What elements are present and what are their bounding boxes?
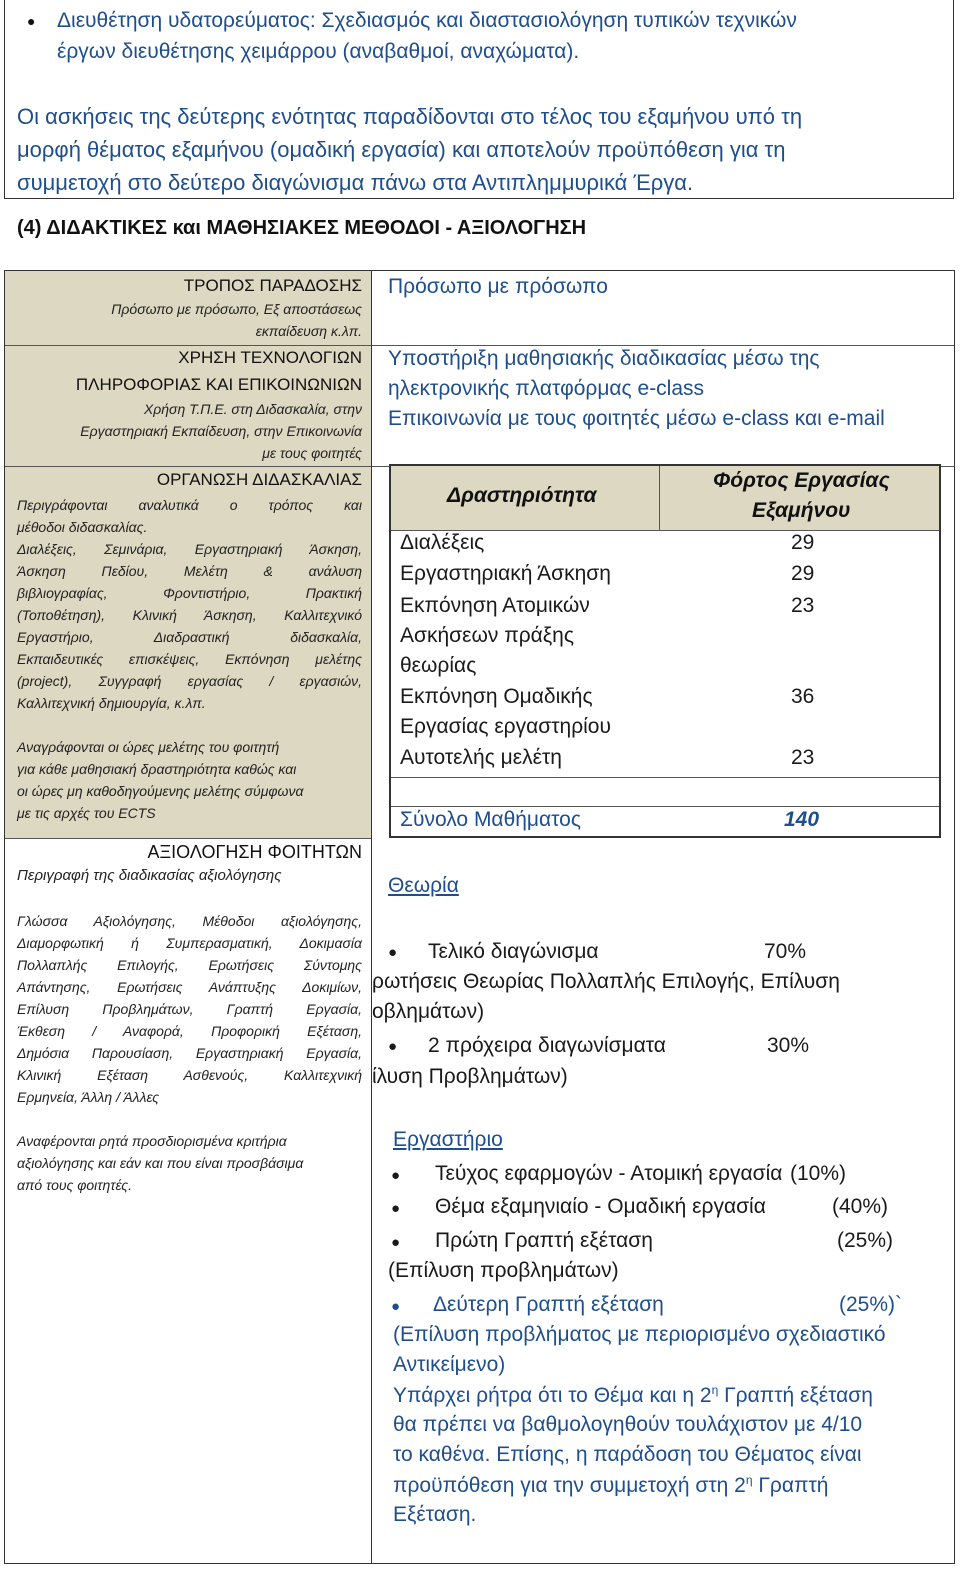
lab-item-label: Τεύχος εφαρμογών - Ατομική εργασία — [435, 1162, 783, 1185]
workload-row-activity: Εκπόνηση Ομαδικής — [400, 685, 593, 708]
clause-line3: το καθένα. Επίσης, η παράδοση του Θέματος είναι — [393, 1443, 862, 1466]
workload-col-load-line2: Εξαμήνου — [752, 499, 851, 522]
hint-line: Εργαστήριο, Διαδραστική διδασκαλία, — [17, 629, 362, 645]
bullet-icon: ● — [391, 1200, 401, 1217]
workload-row-load: 23 — [791, 594, 815, 617]
hint-line: Γλώσσα Αξιολόγησης, Μέθοδοι αξιολόγησης, — [17, 913, 362, 929]
lab-item-label: Πρώτη Γραπτή εξέταση — [435, 1229, 653, 1252]
lab-item-pct: (10%) — [790, 1162, 847, 1185]
hint-line: βιβλιογραφίας, Φροντιστήριο, Πρακτική — [17, 585, 362, 601]
bullet-icon: ● — [388, 944, 398, 961]
second-exam-detail-line2: Αντικείμενο) — [393, 1353, 506, 1376]
hint-line: Αναγράφονται οι ώρες μελέτης του φοιτητή — [17, 739, 280, 755]
hint-line: μέθοδοι διδασκαλίας. — [17, 519, 148, 535]
row-divider — [5, 345, 371, 346]
workload-row-activity: Ασκήσεων πράξης — [400, 624, 574, 647]
lab-item-label: Θέμα εξαμηνιαίο - Ομαδική εργασία — [435, 1195, 766, 1218]
final-exam-pct: 70% — [764, 940, 807, 963]
row-divider — [5, 466, 371, 467]
hint-line: (Τοποθέτηση), Κλινική Άσκηση, Καλλιτεχνικό — [17, 607, 362, 623]
assessment-heading: ΑΞΙΟΛΟΓΗΣΗ ΦΟΙΤΗΤΩΝ — [147, 842, 362, 862]
bullet-icon: ● — [391, 1167, 401, 1184]
drafts-pct: 30% — [767, 1034, 810, 1057]
hint-line: Άσκηση Πεδίου, Μελέτη & ανάλυση — [17, 563, 362, 579]
hint-line: Έκθεση / Αναφορά, Προφορική Εξέταση, — [17, 1023, 362, 1039]
row-divider — [391, 806, 939, 807]
hint-line: (project), Συγγραφή εργασίας / εργασιών, — [17, 673, 362, 689]
hint-line: Αναφέρονται ρητά προσδιορισμένα κριτήρια — [17, 1133, 287, 1149]
col-divider — [659, 466, 660, 530]
hint-line: αξιολόγησης και εάν και που είναι προσβάσιμα — [17, 1155, 304, 1171]
assessment-hint-block — [17, 910, 362, 1196]
row-divider — [372, 345, 954, 346]
workload-row-activity: Εκπόνηση Ατομικών — [400, 594, 590, 617]
clause-text: Γραπτή εξέταση — [718, 1384, 873, 1407]
first-exam-detail: (Επίλυση προβλημάτων) — [388, 1259, 619, 1282]
row-divider — [391, 777, 939, 778]
section-title: (4) ΔΙΔΑΚΤΙΚΕΣ και ΜΑΘΗΣΙΑΚΕΣ ΜΕΘΟΔΟΙ - ΑΞΙΟΛΟΓΗΣΗ — [17, 217, 587, 239]
bullet-icon: ● — [391, 1234, 401, 1251]
hint-line: Διαμορφωτική ή Συμπερασματική, Δοκιμασία — [17, 935, 362, 951]
lab-item-label: Δεύτερη Γραπτή εξέταση — [433, 1293, 664, 1316]
final-exam-label: Τελικό διαγώνισμα — [428, 940, 599, 963]
lab-item-pct: (25%)` — [839, 1293, 903, 1316]
ict-hint-line1: Χρήση Τ.Π.Ε. στη Διδασκαλία, στην — [143, 401, 362, 417]
lab-item-pct: (40%) — [832, 1195, 889, 1218]
clause-line4 — [393, 1473, 828, 1498]
final-exam-detail-line2: οβλημάτων) — [372, 1000, 485, 1023]
drafts-label: 2 πρόχειρα διαγωνίσματα — [428, 1034, 666, 1057]
hint-line: Κλινική Εξέταση Ασθενούς, Καλλιτεχνική — [17, 1067, 362, 1083]
workload-total-label: Σύνολο Μαθήματος — [400, 808, 581, 831]
workload-row-load: 29 — [791, 562, 815, 585]
hint-line: Πολλαπλής Επιλογής, Ερωτήσεις Σύντομης — [17, 957, 362, 973]
clause-line2: θα πρέπει να βαθμολογηθούν τουλάχιστον με 4/10 — [393, 1413, 863, 1436]
intro-paragraph-line3: συμμετοχή στο δεύτερο διαγώνισμα πάνω στα Αντιπλημμυρικά Έργα. — [17, 170, 694, 195]
workload-row-load: 29 — [791, 531, 815, 554]
hint-line: Περιγράφονται αναλυτικά ο τρόπος και — [17, 497, 362, 513]
bullet-icon: ● — [391, 1298, 401, 1315]
workload-row-load: 23 — [791, 746, 815, 769]
hint-line: Ερμηνεία, Άλλη / Άλλες — [17, 1089, 160, 1105]
workload-total-value: 140 — [784, 808, 820, 831]
ict-hint-line3: με τους φοιτητές — [262, 445, 362, 461]
hint-line: για κάθε μαθησιακή δραστηριότητα καθώς και — [17, 761, 297, 777]
clause-sup: η — [711, 1383, 719, 1397]
clause-text: Υπάρχει ρήτρα ότι το Θέμα και η 2 — [393, 1384, 712, 1407]
workload-row-activity: Διαλέξεις — [400, 531, 485, 554]
ict-heading-line2: ΠΛΗΡΟΦΟΡΙΑΣ ΚΑΙ ΕΠΙΚΟΙΝΩΝΙΩΝ — [75, 375, 362, 394]
delivery-heading: ΤΡΟΠΟΣ ΠΑΡΑΔΟΣΗΣ — [183, 276, 362, 295]
intro-paragraph-line2: μορφή θέματος εξαμήνου (ομαδική εργασία) και αποτελούν προϋπόθεση για τη — [17, 137, 786, 162]
workload-row-activity: Εργασίας εργαστηρίου — [400, 715, 611, 738]
organization-heading: ΟΡΓΑΝΩΣΗ ΔΙΔΑΣΚΑΛΙΑΣ — [156, 470, 362, 489]
intro-bullet-line2: έργων διευθέτησης χειμάρρου (αναβαθμοί, αναχώματα). — [57, 40, 580, 63]
spacer — [17, 1108, 362, 1130]
hint-line: με τις αρχές του ECTS — [17, 805, 156, 821]
intro-bullet-line1: ● Διευθέτηση υδατορεύματος: Σχεδιασμός και διαστασιολόγηση τυπικών τεχνικών — [57, 9, 797, 33]
workload-row-activity: Αυτοτελής μελέτη — [400, 746, 562, 769]
workload-row-activity: Εργαστηριακή Άσκηση — [400, 562, 611, 585]
hint-line: Επίλυση Προβλημάτων, Γραπτή Εργασία, — [17, 1001, 362, 1017]
lab-title: Εργαστήριο — [393, 1128, 503, 1151]
second-exam-detail-line1: (Επίλυση προβλήματος με περιορισμένο σχεδιαστικό — [393, 1323, 886, 1346]
ict-hint-line2: Εργαστηριακή Εκπαίδευση, στην Επικοινωνία — [80, 423, 362, 439]
drafts-detail: ίλυση Προβλημάτων) — [372, 1065, 568, 1088]
delivery-hint-line1: Πρόσωπο με πρόσωπο, Εξ αποστάσεως — [111, 301, 362, 317]
hint-line: οι ώρες μη καθοδηγούμενης μελέτης σύμφωνα — [17, 783, 304, 799]
workload-row-activity: θεωρίας — [400, 654, 477, 677]
ict-value-line3: Επικοινωνία με τους φοιτητές μέσω e-class και e-mail — [388, 407, 885, 430]
ict-value-line2: ηλεκτρονικής πλατφόρμας e-class — [388, 377, 705, 400]
workload-row-load: 36 — [791, 685, 815, 708]
delivery-hint-line2: εκπαίδευση κ.λπ. — [255, 323, 362, 339]
delivery-value: Πρόσωπο με πρόσωπο — [388, 275, 608, 298]
hint-line: Απάντησης, Ερωτήσεις Ανάπτυξης Δοκιμίων, — [17, 979, 362, 995]
hint-line: Καλλιτεχνική δημιουργία, κ.λπ. — [17, 695, 206, 711]
workload-table — [389, 464, 941, 838]
workload-col-load-line1: Φόρτος Εργασίας — [713, 469, 890, 492]
clause-line1 — [393, 1383, 873, 1408]
hint-line: από τους φοιτητές. — [17, 1177, 133, 1193]
spacer — [17, 714, 362, 736]
workload-col-activity: Δραστηριότητα — [447, 484, 597, 507]
intro-paragraph-line1: Οι ασκήσεις της δεύτερης ενότητας παραδίδονται στο τέλος του εξαμήνου υπό τη — [17, 104, 803, 129]
final-exam-detail-line1: ρωτήσεις Θεωρίας Πολλαπλής Επιλογής, Επίλυση — [372, 970, 840, 993]
clause-text: προϋπόθεση για την συμμετοχή στη 2 — [393, 1474, 746, 1497]
ict-heading-line1: ΧΡΗΣΗ ΤΕΧΝΟΛΟΓΙΩΝ — [178, 348, 362, 367]
clause-sup: η — [745, 1473, 753, 1487]
hint-line: Εκπαιδευτικές επισκέψεις, Εκπόνηση μελέτης — [17, 651, 362, 667]
assessment-hint1: Περιγραφή της διαδικασίας αξιολόγησης — [17, 867, 282, 884]
bullet-icon: ● — [388, 1038, 398, 1055]
theory-title: Θεωρία — [388, 874, 459, 897]
clause-text: Γραπτή — [752, 1474, 829, 1497]
organization-hint-block — [17, 494, 362, 824]
ict-value-line1: Υποστήριξη μαθησιακής διαδικασίας μέσω της — [388, 347, 820, 370]
row-divider — [5, 838, 371, 839]
lab-item-pct: (25%) — [837, 1229, 894, 1252]
hint-line: Διαλέξεις, Σεμινάρια, Εργαστηριακή Άσκηση, — [17, 541, 362, 557]
clause-line5: Εξέταση. — [393, 1503, 477, 1526]
hint-line: Δημόσια Παρουσίαση, Εργαστηριακή Εργασία, — [17, 1045, 362, 1061]
